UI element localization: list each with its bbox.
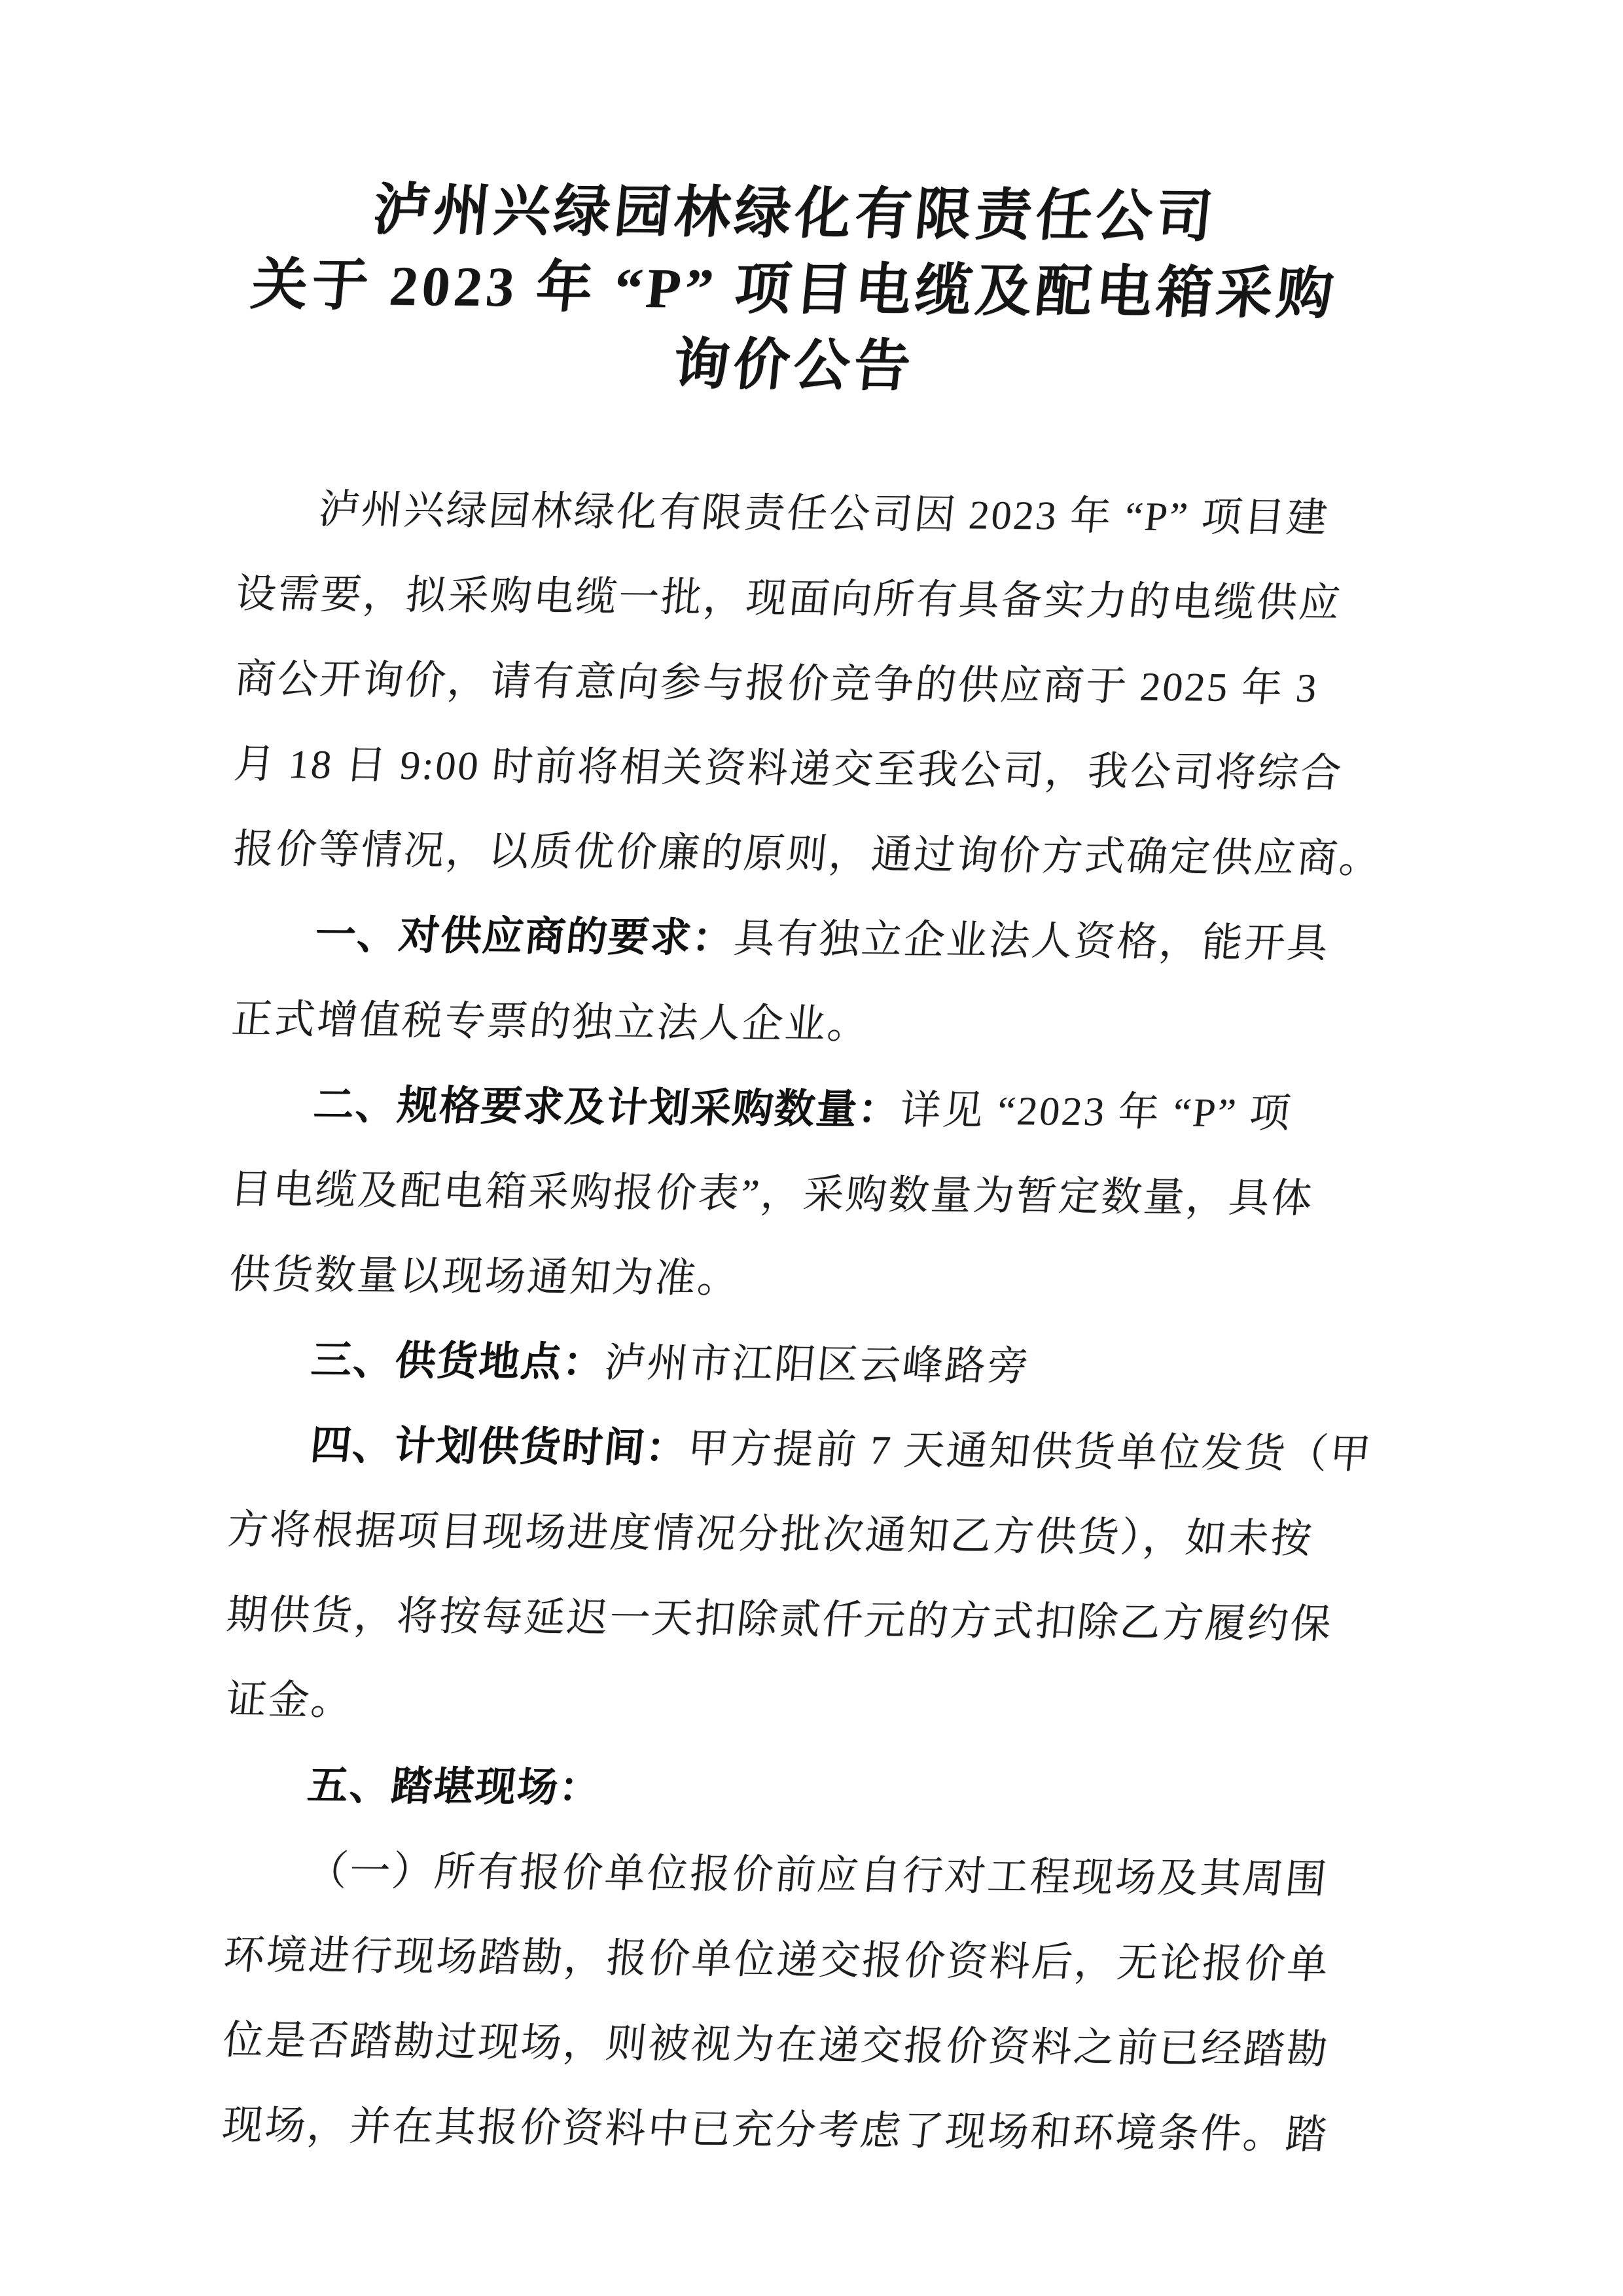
- section-heading: 一、对供应商的要求：: [313, 912, 736, 961]
- line-text: 泸州市江阳区云峰路旁: [602, 1340, 1033, 1390]
- section-heading: 五、踏堪现场：: [305, 1763, 603, 1811]
- line-text: 详见 “2023 年 “P” 项: [897, 1088, 1294, 1136]
- title-line-notice-type: 询价公告: [669, 332, 918, 398]
- text-line: [228, 977, 1348, 1072]
- line-text: 证金。: [224, 1677, 356, 1724]
- text-line: [223, 1488, 1344, 1583]
- line-text: 泸州兴绿园林绿化有限责任公司因 2023 年 “P” 项目建: [316, 487, 1331, 541]
- text-line: [225, 1318, 1346, 1412]
- text-line: [232, 552, 1352, 647]
- line-text: 环境进行现场踏勘，报价单位递交报价资料后，无论报价单: [221, 1933, 1332, 1988]
- title-line-company: 泸州兴绿园林绿化有限责任公司: [370, 178, 1220, 249]
- text-line: [221, 1828, 1341, 1923]
- line-text: 报价等情况，以质优价廉的原则，通过询价方式确定供应商。: [231, 827, 1384, 882]
- section-heading: 四、计划供货时间：: [308, 1422, 690, 1471]
- line-text: 供货数量以现场通知为准。: [227, 1252, 743, 1302]
- line-text: 位是否踏勘过现场，则被视为在递交报价资料之前已经踏勘: [221, 2018, 1332, 2073]
- text-line: [231, 637, 1351, 732]
- body-lines: [218, 467, 1384, 2178]
- line-text: 月 18 日 9:00 时前将相关资料递交至我公司，我公司将综合: [232, 742, 1346, 797]
- section-heading: 三、供货地点：: [309, 1337, 607, 1386]
- text-line: [219, 1998, 1340, 2093]
- text-line: [227, 1062, 1347, 1157]
- section-heading: 二、规格要求及计划采购数量：: [311, 1082, 902, 1133]
- line-text: 具有独立企业法人资格，能开具: [732, 916, 1332, 967]
- text-line: [228, 892, 1349, 987]
- line-text: 甲方提前 7 天通知供货单位发货（甲: [685, 1426, 1374, 1477]
- document-content: [218, 171, 1384, 2178]
- line-text: 正式增值税专票的独立法人企业。: [230, 997, 872, 1048]
- line-text: 方将根据项目现场进度情况分批次通知乙方供货），如未按: [225, 1507, 1315, 1562]
- text-line: [222, 1658, 1342, 1753]
- text-line: [223, 1573, 1343, 1668]
- text-line: [224, 1403, 1374, 1498]
- text-line: [220, 1913, 1340, 2008]
- text-line: [230, 722, 1351, 817]
- title-line-subject: 关于 2023 年 “P” 项目电缆及配电箱采购: [248, 253, 1340, 326]
- text-line: [218, 2083, 1338, 2178]
- text-line: [232, 467, 1353, 562]
- line-text: 现场，并在其报价资料中已充分考虑了现场和环境条件。踏: [220, 2103, 1330, 2158]
- text-line: [221, 1743, 1342, 1838]
- line-text: 设需要，拟采购电缆一批，现面向所有具备实力的电缆供应: [233, 571, 1344, 626]
- line-text: 商公开询价，请有意向参与报价竞争的供应商于 2025 年 3: [232, 656, 1321, 711]
- text-line: [229, 807, 1384, 902]
- line-text: 期供货，将按每延迟一天扣除贰仟元的方式扣除乙方履约保: [224, 1592, 1335, 1647]
- text-line: [226, 1147, 1347, 1242]
- line-text: 目电缆及配电箱采购报价表”，采购数量为暂定数量，具体: [228, 1167, 1316, 1221]
- text-line: [226, 1232, 1346, 1327]
- document-title: [234, 171, 1348, 408]
- line-text: （一）所有报价单位报价前应自行对工程现场及其周围: [304, 1848, 1330, 1903]
